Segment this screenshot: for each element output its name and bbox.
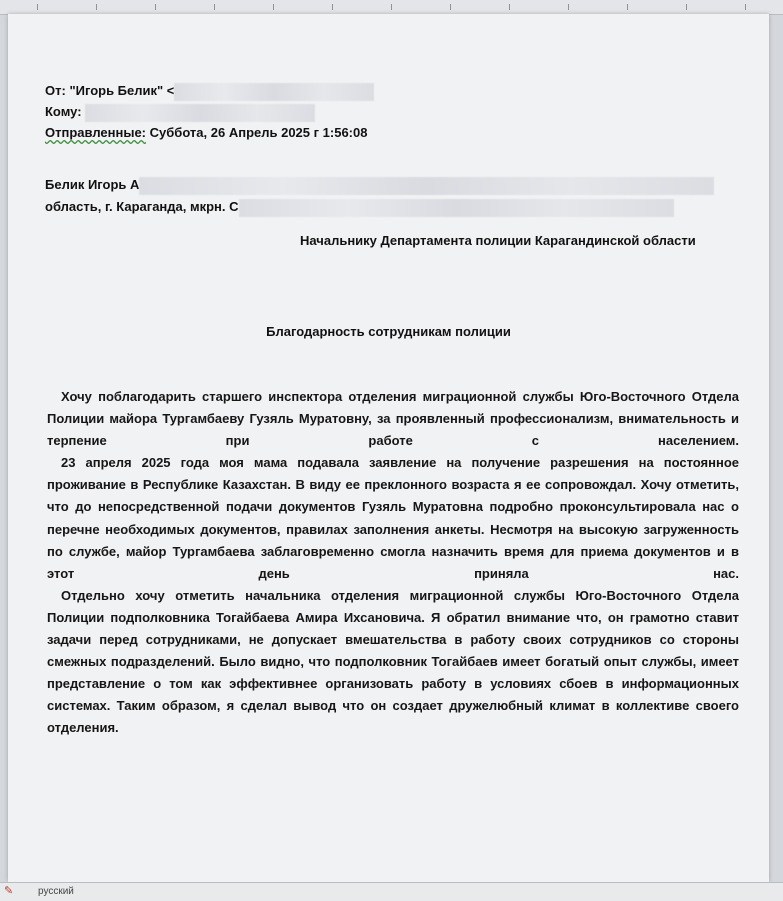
spellcheck-icon[interactable]: ✎ — [4, 885, 14, 897]
sender-address-row — [45, 196, 745, 218]
document-body[interactable] — [47, 386, 739, 740]
to-label: Кому: — [45, 104, 82, 119]
redacted-block — [85, 104, 315, 122]
document-page[interactable] — [8, 14, 769, 882]
paragraph: Хочу поблагодарить старшего инспектора отделения миграционной службы Юго-Восточного Отдела Полиции майора Тургамбаеву Гузяль Муратовну, за проявленный профессионализм, внимательность и терпение при работе с населением. — [47, 389, 739, 449]
ruler-tick — [273, 4, 274, 10]
paragraph: 23 апреля 2025 года моя мама подавала заявление на получение разрешения на постоянное проживание в Республике Казахстан. В виду ее преклонного возраста я ее сопровождал. Хочу отметить, что до непосредственной подачи документов Гузяль Муратовна подробно проконсультировала нас о перечне необходимых документов, правилах заполнения анкеты. Несмотря на высокую загруженность по службе, майор Тургамбаева заблаговременно смогла назначить время для приема документов и в этот день приняла нас. — [47, 455, 739, 581]
redacted-block — [174, 83, 374, 101]
ruler — [0, 0, 783, 15]
ruler-tick — [155, 4, 156, 10]
from-label: От: — [45, 83, 66, 98]
language-indicator[interactable]: русский — [38, 886, 74, 897]
ruler-tick — [686, 4, 687, 10]
ruler-tick — [332, 4, 333, 10]
sender-name-row — [45, 174, 745, 196]
addressee: Начальнику Департамента полиции Карагандинской области — [300, 233, 696, 248]
ruler-tick — [627, 4, 628, 10]
from-row — [45, 80, 745, 101]
to-row — [45, 101, 745, 122]
ruler-tick — [37, 4, 38, 10]
ruler-tick — [568, 4, 569, 10]
ruler-tick — [214, 4, 215, 10]
sent-label: Отправленные: — [45, 125, 147, 140]
ruler-tick — [96, 4, 97, 10]
sender-block — [45, 174, 745, 218]
sender-name: Белик Игорь А — [45, 177, 140, 192]
redacted-block — [239, 199, 674, 217]
email-header — [45, 80, 745, 143]
from-value: "Игорь Белик" < — [69, 83, 175, 98]
paragraph: Отдельно хочу отметить начальника отделения миграционной службы Юго-Восточного Отдела Полиции подполковника Тогайбаева Амира Ихсановича. Я обратил внимание что, он грамотно ставит задачи перед сотрудниками, не допускает вмешательства в работу своих сотрудников со стороны смежных подразделений. Было видно, что подполковник Тогайбаев имеет богатый опыт службы, имеет представление о том как эффективнее организовать работу в условиях сбоев в информационных системах. Таким образом, я сделал вывод что он создает дружелюбный климат в коллективе своего отделения. — [47, 587, 739, 736]
sent-row — [45, 122, 745, 143]
sender-address: область, г. Караганда, мкрн. С — [45, 199, 239, 214]
ruler-tick — [450, 4, 451, 10]
sent-value: Суббота, 26 Апрель 2025 г 1:56:08 — [149, 125, 368, 140]
ruler-tick — [509, 4, 510, 10]
ruler-tick — [391, 4, 392, 10]
status-bar — [0, 882, 783, 901]
redacted-block — [139, 177, 714, 195]
document-title: Благодарность сотрудникам полиции — [266, 324, 511, 339]
ruler-tick — [745, 4, 746, 10]
